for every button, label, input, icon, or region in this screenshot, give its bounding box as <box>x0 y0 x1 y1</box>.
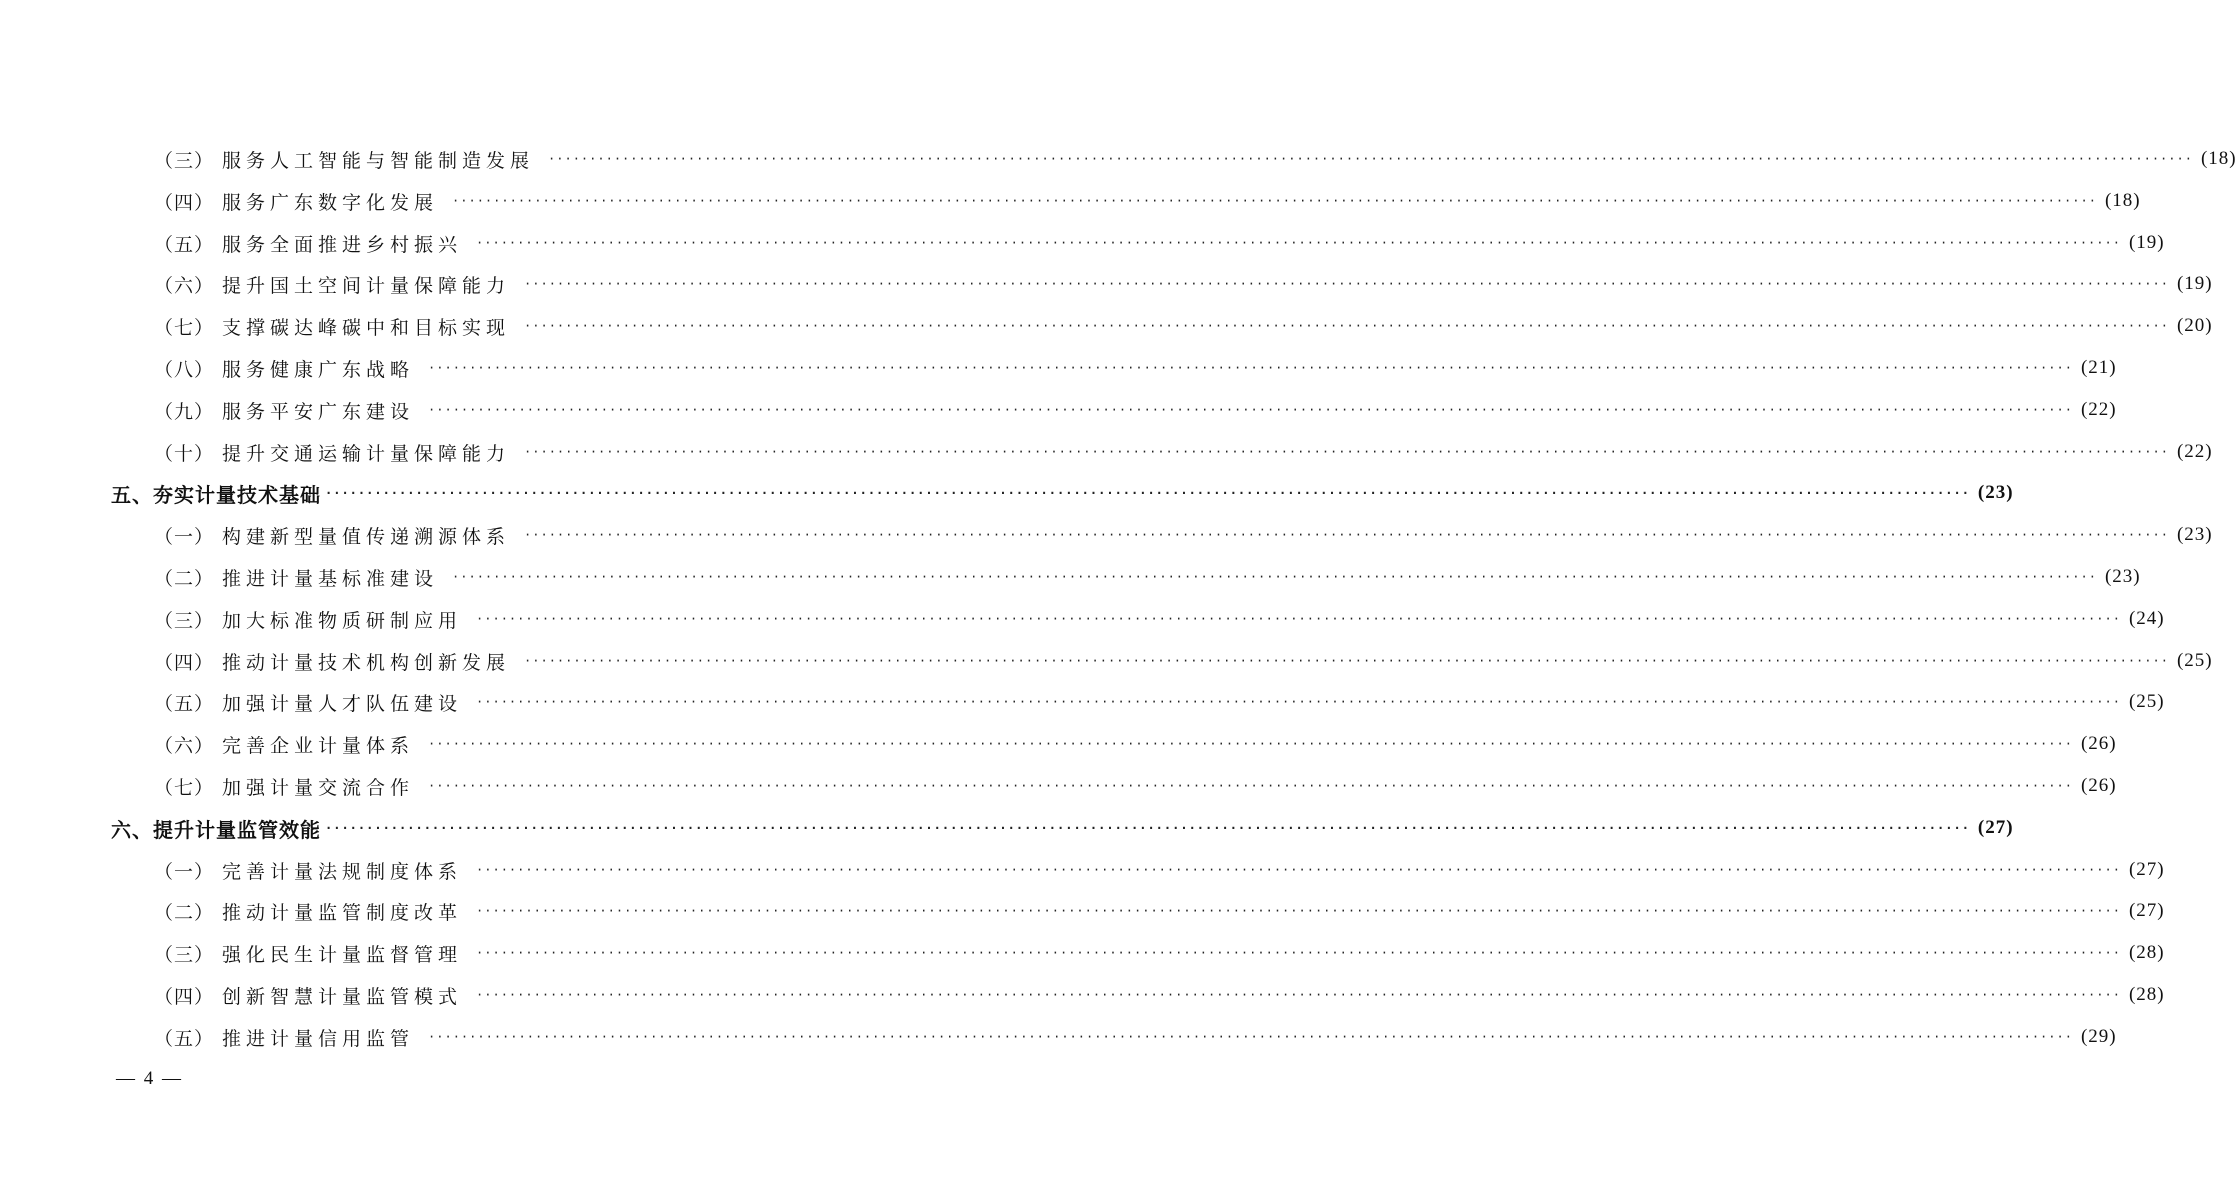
toc-entry-page: (22) <box>2080 399 2117 420</box>
toc-entry-title: 服务广东数字化发展 <box>222 191 439 214</box>
dot-leader: ········································································································································································································ <box>524 445 2169 459</box>
toc-entry-page: (27) <box>2128 900 2165 921</box>
toc-subsection-entry <box>154 855 2165 885</box>
toc-entry-title: 加大标准物质研制应用 <box>222 609 463 632</box>
toc-entry-page: (22) <box>2176 441 2213 462</box>
toc-entry-number: （二） <box>154 901 215 924</box>
toc-entry-number: （三） <box>154 149 215 172</box>
toc-entry-title: 提升国土空间计量保障能力 <box>222 274 511 297</box>
toc-entry-title: 提升交通运输计量保障能力 <box>222 442 511 465</box>
toc-entry-title: 服务平安广东建设 <box>222 400 415 423</box>
dot-leader: ········································································································································································································ <box>428 737 2073 751</box>
page-number-footer: — 4 — <box>116 1068 183 1089</box>
toc-subsection-entry <box>154 395 2117 425</box>
toc-entry-title: 六、提升计量监管效能 <box>111 817 321 842</box>
toc-subsection-entry <box>154 646 2213 676</box>
toc-entry-number: （九） <box>154 400 215 423</box>
toc-entry-page: (21) <box>2080 357 2117 378</box>
toc-entry-number: （三） <box>154 609 215 632</box>
toc-entry-number: （八） <box>154 358 215 381</box>
toc-entry-number: （七） <box>154 776 215 799</box>
dot-leader: ········································································································································································································ <box>524 528 2169 542</box>
toc-entry-title: 推动计量技术机构创新发展 <box>222 651 511 674</box>
toc-entry-title: 服务全面推进乡村振兴 <box>222 233 463 256</box>
toc-subsection-entry <box>154 144 2237 174</box>
toc-entry-page: (24) <box>2128 608 2165 629</box>
toc-entry-title: 强化民生计量监督管理 <box>222 943 463 966</box>
toc-entry-number: （五） <box>154 233 215 256</box>
toc-subsection-entry <box>154 269 2213 299</box>
dot-leader: ········································································································································································································ <box>476 695 2121 709</box>
toc-entry-title: 加强计量交流合作 <box>222 776 415 799</box>
toc-entry-page: (27) <box>1977 817 2014 838</box>
dot-leader: ········································································································································································································ <box>452 194 2097 208</box>
toc-entry-page: (26) <box>2080 733 2117 754</box>
toc-entry-page: (28) <box>2128 984 2165 1005</box>
toc-subsection-entry <box>154 604 2165 634</box>
toc-entry-page: (28) <box>2128 942 2165 963</box>
dot-leader: ········································································································································································································ <box>452 570 2097 584</box>
toc-entry-title: 五、夯实计量技术基础 <box>111 482 321 507</box>
toc-entry-page: (25) <box>2176 650 2213 671</box>
dot-leader: ········································································································································································································ <box>476 904 2121 918</box>
toc-entry-title: 推进计量基标准建设 <box>222 567 439 590</box>
toc-entry-title: 服务人工智能与智能制造发展 <box>222 149 535 172</box>
toc-entry-title: 支撑碳达峰碳中和目标实现 <box>222 316 511 339</box>
toc-entry-number: （四） <box>154 191 215 214</box>
dot-leader: ········································································································································································································ <box>524 654 2169 668</box>
toc-entry-number: （三） <box>154 943 215 966</box>
toc-entry-page: (29) <box>2080 1026 2117 1047</box>
toc-entry-number: （四） <box>154 985 215 1008</box>
toc-entry-number: （十） <box>154 442 215 465</box>
toc-subsection-entry <box>154 520 2213 550</box>
toc-entry-title: 服务健康广东战略 <box>222 358 415 381</box>
toc-subsection-entry <box>154 353 2117 383</box>
toc-subsection-entry <box>154 1022 2117 1052</box>
toc-entry-page: (23) <box>2176 524 2213 545</box>
dot-leader: ········································································································································································································ <box>428 403 2073 417</box>
toc-entry-number: （七） <box>154 316 215 339</box>
dot-leader: ········································································································································································································ <box>428 1030 2073 1044</box>
dot-leader: ········································································································································································································ <box>524 277 2169 291</box>
toc-entry-page: (19) <box>2128 232 2165 253</box>
toc-entry-number: （六） <box>154 734 215 757</box>
toc-entry-page: (23) <box>1977 482 2014 503</box>
toc-subsection-entry <box>154 896 2165 926</box>
toc-entry-number: （一） <box>154 525 215 548</box>
dot-leader: ········································································································································································································ <box>476 863 2121 877</box>
toc-entry-page: (20) <box>2176 315 2213 336</box>
toc-entry-page: (19) <box>2176 273 2213 294</box>
toc-entry-number: （五） <box>154 1027 215 1050</box>
dot-leader: ········································································································································································································ <box>476 988 2121 1002</box>
toc-subsection-entry <box>154 437 2213 467</box>
toc-entry-title: 完善计量法规制度体系 <box>222 860 463 883</box>
dot-leader: ········································································································································································································ <box>476 236 2121 250</box>
toc-entry-page: (25) <box>2128 691 2165 712</box>
toc-section-heading <box>111 478 2014 508</box>
dot-leader: ········································································································································································································ <box>428 361 2073 375</box>
dot-leader: ········································································································································································································ <box>476 946 2121 960</box>
toc-entry-page: (27) <box>2128 859 2165 880</box>
toc-entry-number: （一） <box>154 860 215 883</box>
toc-subsection-entry <box>154 562 2141 592</box>
toc-entry-page: (26) <box>2080 775 2117 796</box>
toc-entry-title: 完善企业计量体系 <box>222 734 415 757</box>
dot-leader: ········································································································································································································ <box>428 779 2073 793</box>
toc-entry-page: (18) <box>2200 148 2237 169</box>
toc-subsection-entry <box>154 980 2165 1010</box>
toc-entry-number: （五） <box>154 692 215 715</box>
toc-entry-title: 创新智慧计量监管模式 <box>222 985 463 1008</box>
dot-leader: ········································································································································································································ <box>325 821 1970 835</box>
toc-entry-number: （六） <box>154 274 215 297</box>
dot-leader: ········································································································································································································ <box>524 319 2169 333</box>
toc-subsection-entry <box>154 729 2117 759</box>
toc-subsection-entry <box>154 687 2165 717</box>
toc-entry-number: （四） <box>154 651 215 674</box>
toc-subsection-entry <box>154 186 2141 216</box>
toc-entry-title: 推动计量监管制度改革 <box>222 901 463 924</box>
toc-subsection-entry <box>154 311 2213 341</box>
toc-section-heading <box>111 813 2014 843</box>
toc-entry-page: (18) <box>2104 190 2141 211</box>
toc-subsection-entry <box>154 771 2117 801</box>
dot-leader: ········································································································································································································ <box>476 612 2121 626</box>
toc-entry-title: 构建新型量值传递溯源体系 <box>222 525 511 548</box>
toc-entry-number: （二） <box>154 567 215 590</box>
dot-leader: ········································································································································································································ <box>325 486 1970 500</box>
toc-subsection-entry <box>154 938 2165 968</box>
dot-leader: ········································································································································································································ <box>548 152 2193 166</box>
toc-entry-title: 加强计量人才队伍建设 <box>222 692 463 715</box>
toc-entry-title: 推进计量信用监管 <box>222 1027 415 1050</box>
toc-subsection-entry <box>154 228 2165 258</box>
toc-entry-page: (23) <box>2104 566 2141 587</box>
